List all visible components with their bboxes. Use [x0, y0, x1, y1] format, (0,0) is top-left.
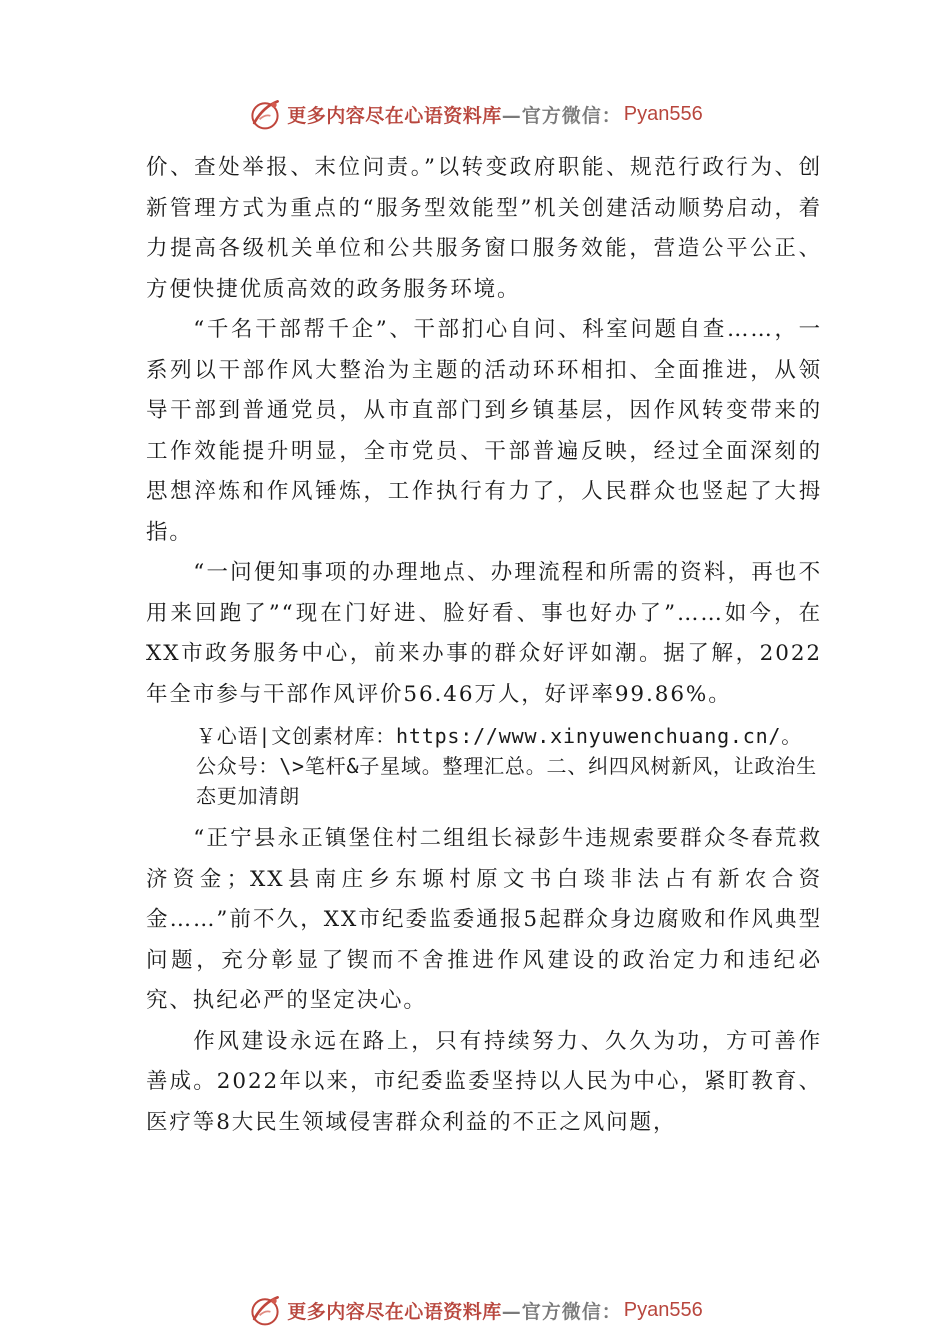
- footer-banner: [0, 1290, 950, 1330]
- paragraph-3: “一问便知事项的办理地点、办理流程和所需的资料，再也不用来回跑了”“现在门好进、脸好看、事也好办了”……如今，在XX市政务服务中心，前来办事的群众好评如潮。据了解，2022年全市参与干部作风评价56.46万人，好评率99.86%。: [146, 560, 822, 707]
- header-brand-text: 更多内容尽在心语资料库: [287, 104, 502, 127]
- footer-official-label: —官方微信：: [501, 1300, 622, 1323]
- header-banner: [0, 94, 950, 134]
- paragraph-5: 作风建设永远在路上，只有持续努力、久久为功，方可善作善成。2022年以来，市纪委监委坚持以人民为中心，紧盯教育、医疗等8大民生领域侵害群众利益的不正之风问题，: [146, 1028, 822, 1135]
- paragraph-1: 价、查处举报、末位问责。”以转变政府职能、规范行政行为、创新管理方式为重点的“服务型效能型”机关创建活动顺势启动，着力提高各级机关单位和公共服务窗口服务效能，营造公平公正、方便快捷优质高效的政务服务环境。: [146, 155, 822, 302]
- paragraph-4: “正宁县永正镇堡住村二组组长禄彭牛违规索要群众冬春荒救济资金；XX县南庄乡东塬村原文书白琰非法占有新农合资金……”前不久，XX市纪委监委通报5起群众身边腐败和作风典型问题，充分彰显了锲而不舍推进作风建设的政治定力和违纪必究、执纪必严的坚定决心。: [146, 826, 822, 1013]
- document-body: [146, 148, 822, 1143]
- header-wechat-id: Pyan556: [623, 102, 703, 125]
- footer-wechat-id: Pyan556: [623, 1298, 703, 1321]
- source-note: ￥心语|文创素材库：https://www.xinyuwenchuang.cn/。公众号：\>笔杆&子星域。整理汇总。二、纠四风树新风，让政治生态更加清朗: [196, 724, 817, 808]
- brush-logo-icon: [247, 1292, 283, 1328]
- brush-logo-icon: [247, 96, 283, 132]
- header-official-label: —官方微信：: [501, 104, 622, 127]
- footer-brand-text: 更多内容尽在心语资料库: [287, 1300, 502, 1323]
- paragraph-2: “千名干部帮千企”、干部扪心自问、科室问题自查……，一系列以干部作风大整治为主题的活动环环相扣、全面推进，从领导干部到普通党员，从市直部门到乡镇基层，因作风转变带来的工作效能提升明显，全市党员、干部普遍反映，经过全面深刻的思想淬炼和作风锤炼，工作执行有力了，人民群众也竖起了大拇指。: [146, 317, 822, 545]
